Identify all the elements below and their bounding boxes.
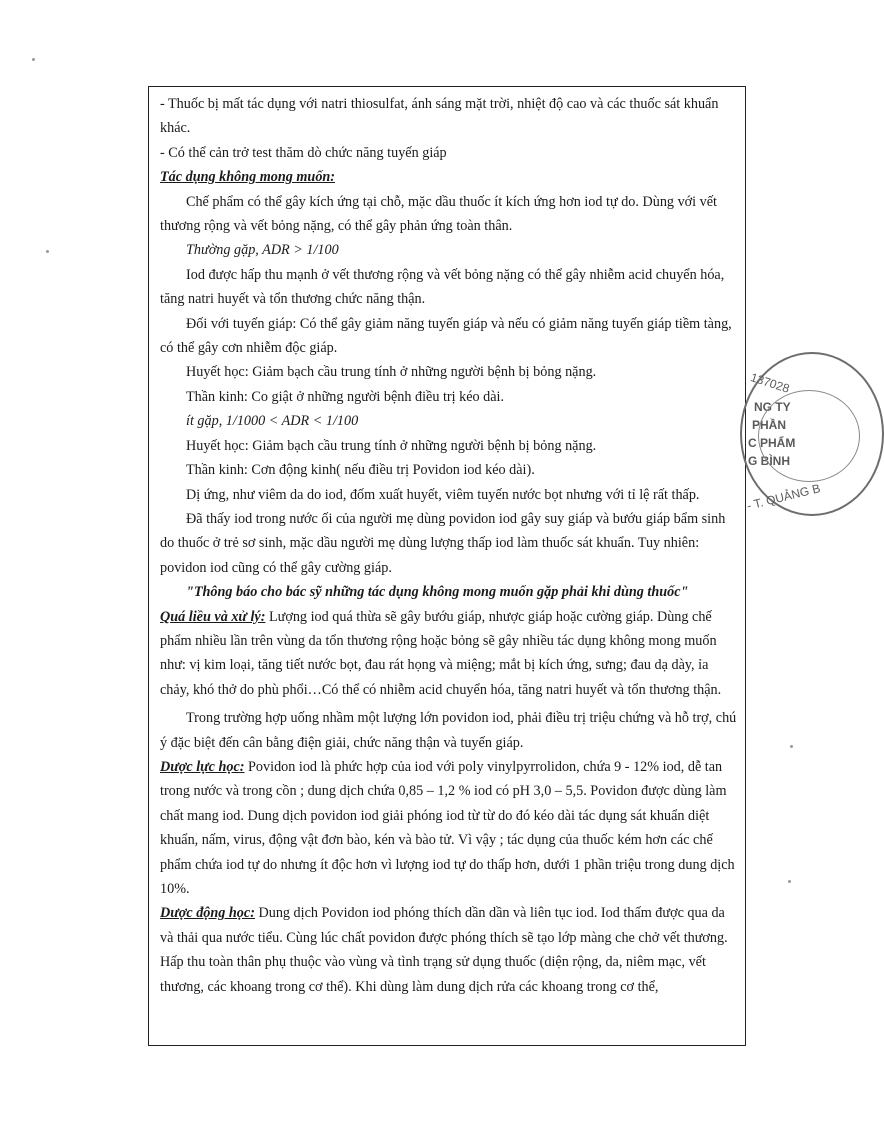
- stamp-line-1: NG TY: [754, 400, 791, 414]
- rare-item-2: Thần kinh: Cơn động kinh( nếu điều trị Povidon iod kéo dài).: [186, 462, 535, 479]
- interaction-line-2: - Có thể cản trở test thăm dò chức năng tuyến giáp: [160, 144, 447, 161]
- rare-item-3: Dị ứng, như viêm da do iod, đốm xuất huyết, viêm tuyến nước bọt nhưng với tỉ lệ rất thấp.: [186, 486, 700, 503]
- pharmacokinetics-text: Dung dịch Povidon iod phóng thích dần dần và liên tục iod. Iod thấm được qua da và thải qua nước tiểu. Cùng lúc chất povidon được phóng thích sẽ tạo lớp màng che chở vết thương. Hấp thu toàn thân phụ thuộc vào vùng và tình trạng sử dụng thuốc (diện rộng, da, niêm mạc, vết thương, các khoang trong cơ thể). Khi dùng làm dung dịch rửa các khoang trong cơ thể,: [160, 905, 728, 995]
- scan-speck: [790, 745, 793, 748]
- stamp-line-4: G BÌNH: [748, 454, 790, 468]
- scan-speck: [46, 250, 49, 253]
- pharmacokinetics-heading: Dược động học:: [160, 905, 255, 922]
- stamp-number: 137028: [748, 370, 792, 396]
- common-item-3: Huyết học: Giảm bạch cầu trung tính ở những người bệnh bị bỏng nặng.: [186, 364, 597, 381]
- scan-speck: [32, 58, 35, 61]
- pharmacodynamics-heading: Dược lực học:: [160, 758, 245, 775]
- stamp-line-2: PHẦN: [752, 418, 787, 432]
- rare-item-1: Huyết học: Giảm bạch cầu trung tính ở những người bệnh bị bỏng nặng.: [186, 437, 597, 454]
- rare-label: ít gặp, 1/1000 < ADR < 1/100: [186, 413, 359, 430]
- scan-speck: [788, 880, 791, 883]
- stamp-inner-ring: [758, 390, 860, 482]
- pharmacodynamics-text: Povidon iod là phức hợp của iod với poly vinylpyrrolidon, chứa 9 - 12% iod, dễ tan trong nước và trong cồn ; dung dịch chứa 0,85 – 1,2 % iod có pH 3,0 – 5,5. Povidon được dùng làm chất mang iod. Dung dịch povidon iod giải phóng iod từ từ do đó kéo dài tác dụng sát khuẩn diệt khuẩn, nấm, virus, động vật đơn bào, kén và bào tử. Vì vậy ; tác dụng của thuốc kém hơn các chế phẩm chứa iod tự do nhưng ít độc hơn vì lượng iod tự do thấp hơn, dưới 1 phần triệu trong dung dịch 10%.: [160, 758, 735, 897]
- side-effects-heading: Tác dụng không mong muốn:: [160, 169, 336, 186]
- stamp-line-3: C PHẨM: [748, 436, 796, 450]
- doctor-notice: "Thông báo cho bác sỹ những tác dụng không mong muốn gặp phải khi dùng thuốc": [186, 584, 689, 601]
- common-label: Thường gặp, ADR > 1/100: [186, 242, 339, 259]
- stamp-bottom: - T. QUẢNG B: [745, 481, 822, 513]
- common-item-4: Thần kinh: Co giật ở những người bệnh điều trị kéo dài.: [186, 388, 505, 405]
- interaction-line-1: - Thuốc bị mất tác dụng với natri thiosulfat, ánh sáng mặt trời, nhiệt độ cao và các thuốc sát khuẩn khác.: [160, 96, 719, 137]
- overdose-treatment: Trong trường hợp uống nhầm một lượng lớn povidon iod, phải điều trị triệu chứng và hỗ trợ, chú ý đặc biệt đến cân bằng điện giải, chức năng thận và tuyến giáp.: [160, 710, 737, 751]
- rare-item-4: Đã thấy iod trong nước ối của người mẹ dùng povidon iod gây suy giáp và bướu giáp bẩm sinh do thuốc ở trẻ sơ sinh, mặc dầu người mẹ dùng lượng thấp iod làm thuốc sát khuẩn. Tuy nhiên: povidon iod cũng có thể gây cường giáp.: [160, 510, 726, 576]
- common-item-2: Đối với tuyến giáp: Có thể gây giảm năng tuyến giáp và nếu có giảm năng tuyến giáp tiềm tàng, có thể gây cơn nhiễm độc giáp.: [160, 315, 732, 357]
- common-item-1: Iod được hấp thu mạnh ở vết thương rộng và vết bỏng nặng có thể gây nhiễm acid chuyển hóa, tăng natri huyết và tổn thương chức năng thận.: [160, 266, 725, 308]
- document-body: [160, 92, 738, 999]
- overdose-heading: Quá liều và xử lý:: [160, 608, 266, 625]
- side-effects-intro: Chế phẩm có thể gây kích ứng tại chỗ, mặc dầu thuốc ít kích ứng hơn iod tự do. Dùng với vết thương rộng và vết bỏng nặng, có thể gây phản ứng toàn thân.: [160, 193, 717, 235]
- overdose-text: Lượng iod quá thừa sẽ gây bướu giáp, nhược giáp hoặc cường giáp. Dùng chế phẩm nhiều lần trên vùng da tổn thương rộng hoặc bỏng sẽ gây nhiều tác dụng không mong muốn như: vị kim loại, tăng tiết nước bọt, đau rát họng và miệng; mắt bị kích ứng, sưng; đau dạ dày, ỉa chảy, khó thở do phù phổi…Có thể có nhiễm acid chuyển hóa, tăng natri huyết và tổn thương thận.: [160, 608, 722, 698]
